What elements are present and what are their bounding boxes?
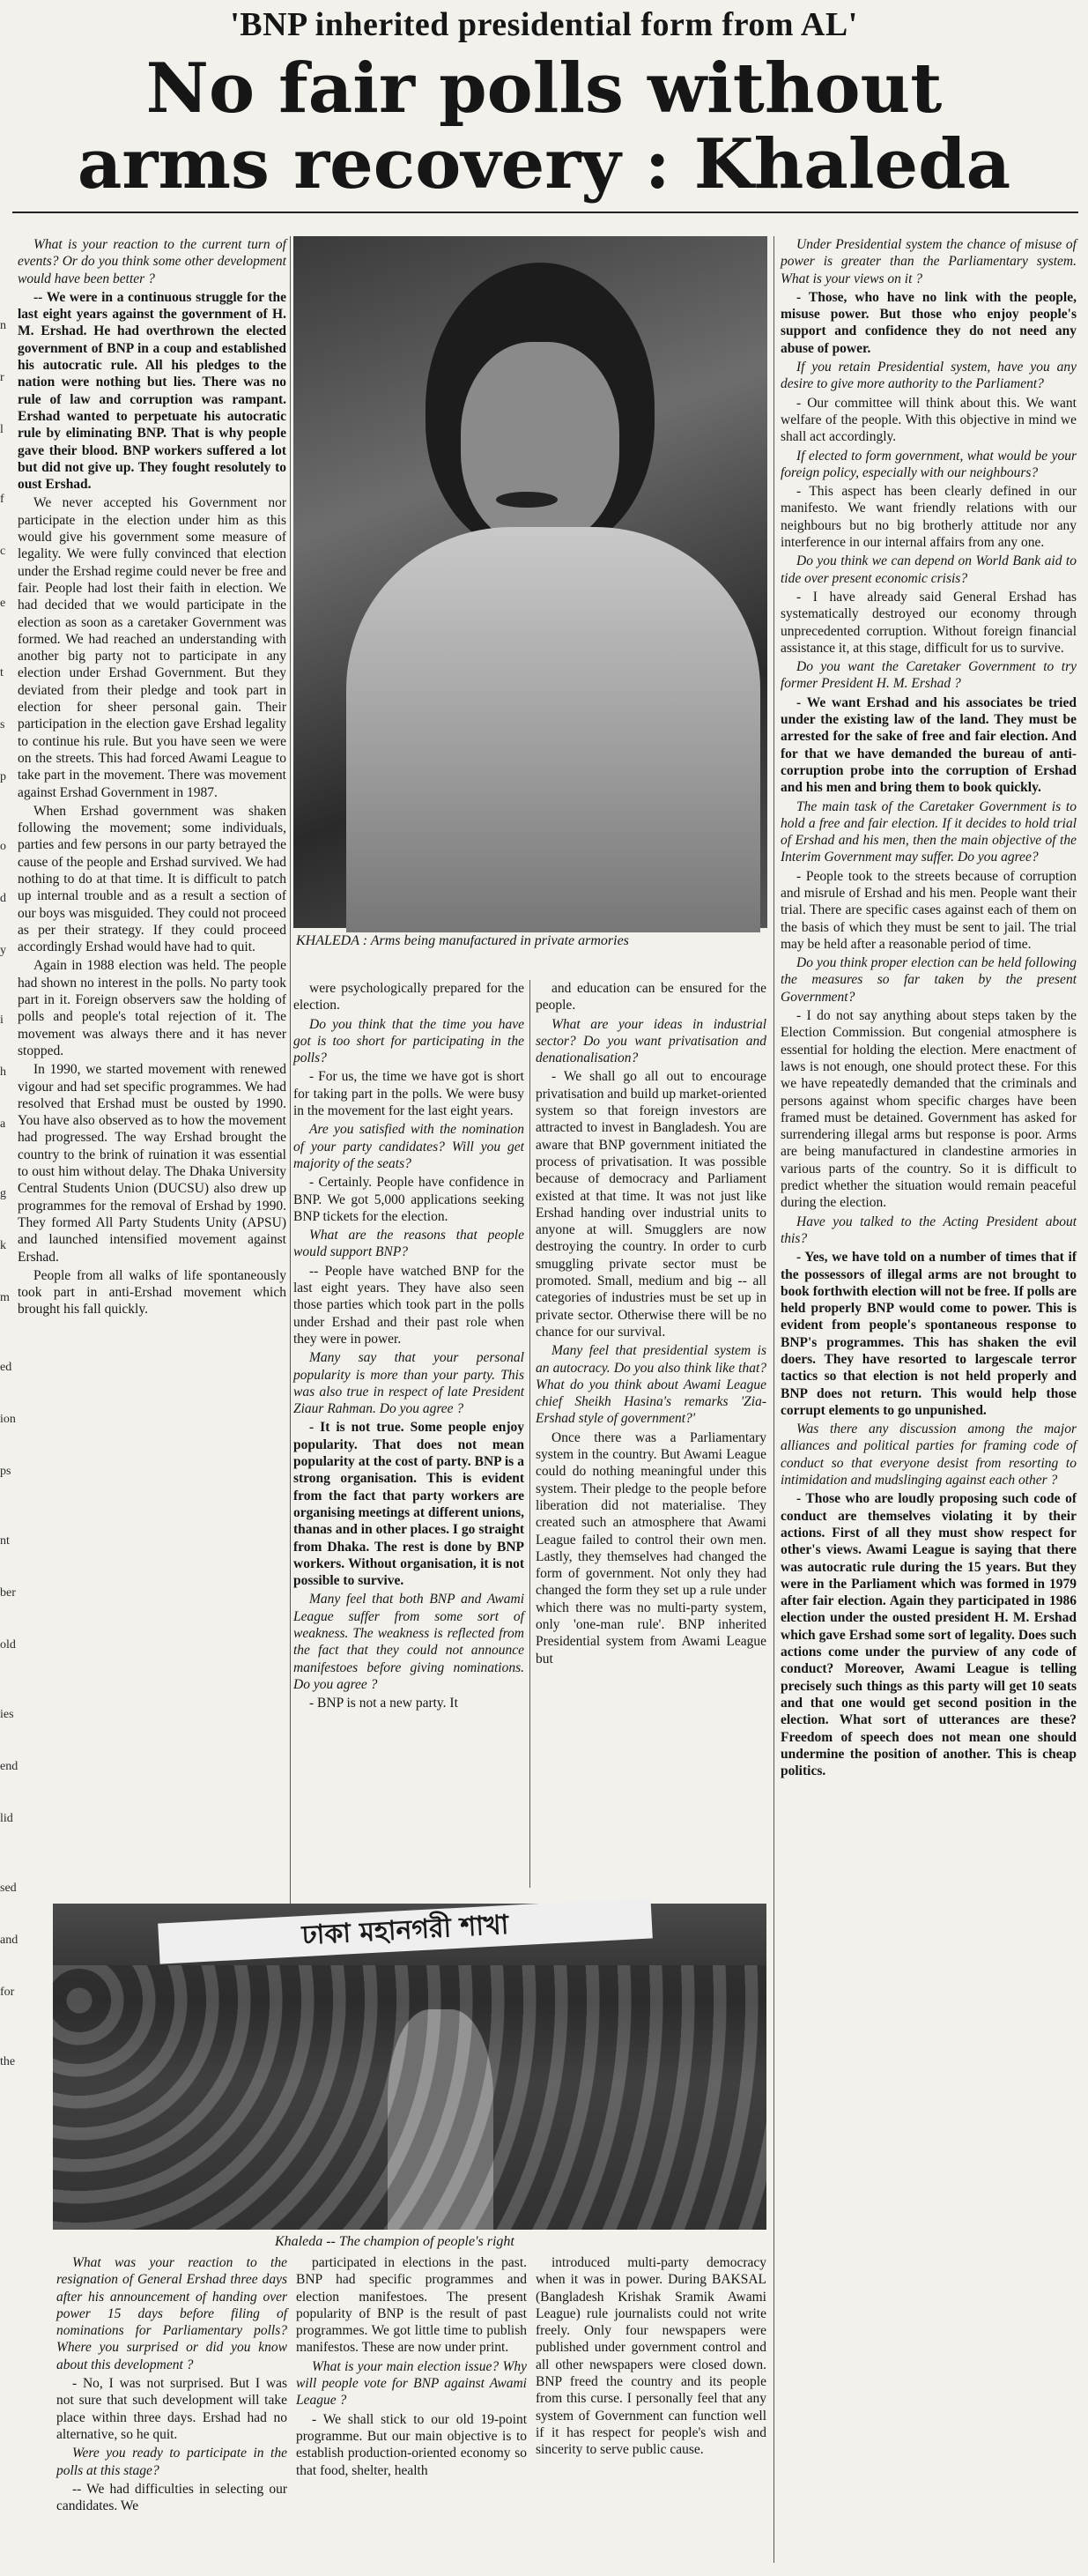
interview-answer: -- We were in a continuous struggle for the last eight years against the government of H. M. Ershad. He had overthrown the elected government of BNP in a coup and established his autocratic rule. All his pledges to the nation were nothing but lies. There was no rule of law and corruption was rampant. Ershad wanted to perpetuate his autocratic rule by eliminating BNP. That is why people gave their blood. BNP workers suffered a lot but did not give up. They fought resolutely to oust Ershad.: [18, 289, 286, 493]
interview-answer: - Those, who have no link with the people, misuse power. But those who enjoy people's support and confidence they do not need any abuse of power.: [781, 289, 1077, 356]
edge-fragment: ies: [0, 1708, 14, 1721]
edge-fragment: n: [0, 319, 6, 332]
edge-fragment: p: [0, 770, 6, 783]
interview-answer: - It is not true. Some people enjoy popularity. That does not mean popularity at the cost of party. BNP is a strong organisation. This is evident from the fact that party workers are organising meetings at different unions, thanas and in other places. I go straight from Dhaka. The rest is done by BNP workers. Without organisation, it is not possible to survive.: [293, 1420, 524, 1589]
article-column-3: [536, 980, 766, 1888]
interview-answer: - Those who are loudly proposing such code of conduct are themselves violating it by their actions. First of all they must show respect for other's views. Awami League is saying that there was autocratic rule during the 15 years. But they were in the Parliament which was formed in 1979 after fair election. Again they participated in 1986 election under the ousted president H. M. Ershad which gave Ershad some sort of legality. Does such actions come under the purview of any code of conduct? Moreover, Awami League is telling precisely such things as this party will get 10 seats and that one would get second position in the election. What sort of utterances are these? Freedom of speech does not mean one should undermine the position of another. This is cheap politics.: [781, 1491, 1077, 1779]
edge-fragment: a: [0, 1117, 6, 1131]
interview-answer: participated in elections in the past. BNP had specific programmes and election manifestoes. The present popularity of BNP is the result of past programmes. We got little time to publish manifestos. These are now under print.: [296, 2255, 527, 2356]
interview-answer: introduced multi-party democracy when it was in power. During BAKSAL (Bangladesh Krishak Sramik Awami League) rule journalists could not write freely. Only four newspapers were published under government control and all other newspapers were closed down. BNP freed the country and its people from this curse. I personally feel that any system of Government can function well if it has respect for people's wish and sincerity to serve public cause.: [536, 2255, 766, 2458]
interview-answer: We never accepted his Government nor participate in the election under him as this would give his government some measure of legality. We were fully convinced that election under the Ershad regime could never be free and fair. People had lost their faith in election. We had decided that we would participate in the election as soon as a caretaker Government was formed. We had reached an understanding with another big party not to participate in any election under Ershad Government. But they deviated from their pledge and took part in election for sheer personal gain. Their participation in the election gave Ershad legality to continue his rule. But you have seen we were on the streets. This had forced Awami League to take part in the movement. There was movement against Ershad Government in 1987.: [18, 495, 286, 800]
edge-fragment: t: [0, 666, 4, 679]
interview-answer: - This aspect has been clearly defined in our manifesto. We want friendly relations with our neighbours but no big brotherly attitude nor any interference in our internal affairs from any one.: [781, 484, 1077, 551]
interview-question: Do you want the Caretaker Government to try former President H. M. Ershad ?: [781, 659, 1077, 692]
interview-question: Have you talked to the Acting President about this?: [781, 1214, 1077, 1246]
interview-answer: - For us, the time we have got is short for taking part in the polls. We were busy in the movement for the last eight years.: [293, 1069, 524, 1119]
interview-question: Many say that your personal popularity is more than your party. This was also true in respect of late President Ziaur Rahman. Do you agree ?: [293, 1350, 524, 1417]
khaleda-portrait-photo: [293, 236, 767, 928]
interview-question: What was your reaction to the resignation of General Ershad three days after his announcement of handing over power 15 days before filing of nominations for Parliamentary polls? Where you surprised or did you know about this development ?: [56, 2255, 287, 2372]
interview-answer: - Yes, we have told on a number of times that if the possessors of illegal arms are not brought to book forthwith election will not be free. If polls are held properly BNP would come to power. This is evident from people's spontaneous response to BNP's programmes. This has shaken the evil doers. They have resorted to largescale terror tactics so that election is not held properly and BNP does not return. This would help those corrupt elements to go unpunished.: [781, 1250, 1077, 1418]
edge-fragment: c: [0, 545, 6, 558]
article-column-7: [536, 2254, 766, 2572]
edge-fragment: r: [0, 371, 4, 384]
edge-fragment: l: [0, 423, 4, 436]
edge-fragment: ed: [0, 1361, 12, 1374]
interview-question: Were you ready to participate in the polls at this stage?: [56, 2446, 287, 2478]
rally-photo: [53, 1904, 766, 2230]
edge-fragment: the: [0, 2055, 16, 2068]
headline-line-1: No fair polls without: [145, 48, 943, 129]
edge-fragment: o: [0, 840, 6, 853]
interview-question: If you retain Presidential system, have you any desire to give more authority to the Parliament?: [781, 360, 1077, 392]
interview-question: Are you satisfied with the nomination of your party candidates? Will you get majority of the seats?: [293, 1122, 524, 1171]
edge-fragment: f: [0, 493, 4, 506]
interview-question: Many feel that presidential system is an autocracy. Do you also think like that? What do you think about Awami League chief Sheikh Hasina's remarks 'Zia-Ershad style of government?': [536, 1343, 766, 1427]
interview-answer: -- We had difficulties in selecting our candidates. We: [56, 2481, 287, 2514]
article-column-1: [18, 236, 286, 1919]
interview-answer: In 1990, we started movement with renewed vigour and had set specific programmes. We had resolved that Ershad must be ousted by 1990. You have also observed as to how the movement had progressed. The way Ershad brought the country to the brink of ruination it was essential to oust him without delay. The Dhaka University Central Students Union (DUCSU) also drew up programmes for the removal of Ershad by 1990. They formed All Party Students Unity (APSU) and launched intensified movement against Ershad.: [18, 1062, 286, 1265]
interview-question: What are the reasons that people would support BNP?: [293, 1228, 524, 1260]
interview-question: Do you think that the time you have got is too short for participating in the polls?: [293, 1016, 524, 1066]
rally-banner: ঢাকা মহানগরী শাখা: [158, 1897, 653, 1964]
portrait-mouth-shape: [496, 492, 558, 508]
edge-fragment: old: [0, 1638, 16, 1652]
interview-answer: and education can be ensured for the people.: [536, 981, 766, 1013]
interview-answer: - I do not say anything about steps taken by the Election Commission. But congenial atmosphere is essential for holding the election. Mere enactment of laws is not enough, one should protect these. For this we have repeatedly demanded that the criminals and persons against whom specific charges have been framed must be detained. Government has asked for surrendering illegal arms but response is poor. Arms are being manufactured in clandestine armories in various parts of the country. So it is difficult to predict whether the situation would remain peaceful during the election.: [781, 1008, 1077, 1211]
main-headline: [0, 48, 1088, 204]
interview-question: Do you think proper election can be held following the measures so far taken by the present Government?: [781, 955, 1077, 1005]
rally-crowd-shape: [53, 1965, 766, 2230]
interview-question: The main task of the Caretaker Government is to hold a free and fair election. If it decides to hold trial of Ershad and his men, then the main objective of the Interim Government may suffer. Do you agree?: [781, 798, 1077, 865]
interview-question: What is your reaction to the current turn of events? Or do you think some other development would have been better ?: [18, 237, 286, 286]
portrait-face-shape: [461, 342, 619, 545]
headline-rule: [12, 212, 1078, 213]
edge-fragment: lid: [0, 1812, 13, 1825]
interview-answer: - BNP is not a new party. It: [309, 1696, 458, 1711]
column-divider-2: [529, 980, 530, 1888]
article-column-4: [781, 236, 1077, 2563]
interview-question: Was there any discussion among the major alliances and political parties for framing code of conduct so that everyone desist from resorting to intimidation and mudslinging against each other ?: [781, 1422, 1077, 1488]
interview-answer: Again in 1988 election was held. The people had shown no interest in the polls. No party took part in it. Foreign observers saw the holding of polls and people's total rejection of it. The movement was always there and it has never stopped.: [18, 958, 286, 1058]
interview-question: Many feel that both BNP and Awami League suffer from some sort of weakness. The weakness is reflected from the fact that they could not announce manifestoes before giving nominations. Do you agree ?: [293, 1592, 524, 1692]
interview-question: What are your ideas in industrial sector? Do you want privatisation and denationalisation?: [536, 1016, 766, 1066]
edge-fragment: sed: [0, 1882, 17, 1895]
edge-fragment: h: [0, 1065, 6, 1079]
interview-answer: - We want Ershad and his associates be tried under the existing law of the land. They must be arrested for the sake of free and fair election. And for that we have demanded the bureau of anti-corruption probe into the corruption of Ershad and his men and bring them to book quickly.: [781, 694, 1077, 796]
edge-fragment: ion: [0, 1413, 16, 1426]
article-column-2: [293, 980, 524, 1888]
interview-answer: - Certainly. People have confidence in BNP. We got 5,000 applications seeking BNP tickets for the election.: [293, 1175, 524, 1224]
adjacent-article-edge: [0, 264, 19, 2556]
interview-answer: - I have already said General Ershad has systematically destroyed our economy through unprecedented corruption. Without foreign financial assistance it, at this stage, difficult for us to survive.: [781, 589, 1077, 656]
interview-answer: Once there was a Parliamentary system in the country. But Awami League could do nothing meaningful under this system. Their pledge to the people before liberation did not materialise. They created such an atmosphere that Awami League failed to control their own men. Lastly, they themselves had changed the form of government. Not only they had changed the form they set up a rule under which there was no multi-party system, only 'one-man rule'. BNP inherited Presidential system from Awami League but: [536, 1429, 766, 1667]
edge-fragment: m: [0, 1291, 10, 1304]
kicker-headline: 'BNP inherited presidential form from AL': [230, 6, 858, 43]
edge-fragment: g: [0, 1187, 6, 1200]
edge-fragment: d: [0, 892, 6, 905]
interview-question: Do you think we can depend on World Bank aid to tide over present economic crisis?: [781, 553, 1077, 586]
article-column-5: [56, 2254, 287, 2572]
interview-answer: - Our committee will think about this. We want welfare of the people. With this objective in mind we shall act accordingly.: [781, 395, 1077, 445]
interview-answer: were psychologically prepared for the election.: [293, 981, 524, 1013]
column-divider-3: [773, 236, 774, 2563]
interview-answer: - We shall go all out to encourage privatisation and build up market-oriented system so that foreign investors are attracted to invest in Bangladesh. You are aware that BNP government initiated the process of privatisation. It was possible because of democracy and Parliament existed at that time. It was not just like Ershad handing over industrial units to anyone at will. Smugglers are now destroying the country. In order to curb smuggling private sector must be promoted. Small, medium and big -- all categories of industries must be set up in private sector. Otherwise there will be no chance for our survival.: [536, 1069, 766, 1340]
interview-answer: People from all walks of life spontaneously took part in anti-Ershad movement which brought his fall quickly.: [18, 1267, 286, 1318]
edge-fragment: ps: [0, 1465, 11, 1478]
headline-line-2: arms recovery : Khaleda: [77, 124, 1011, 204]
portrait-scarf-shape: [346, 527, 760, 932]
interview-question: What is your main election issue? Why will people vote for BNP against Awami League ?: [296, 2358, 527, 2409]
edge-fragment: and: [0, 1934, 19, 1947]
interview-answer: - People took to the streets because of corruption and misrule of Ershad and his men. People want their trial. There are specific cases against each of them on the basis of which they must be sent to jail. The trial may be held after a reasonable period of time.: [781, 868, 1077, 952]
rally-caption: Khaleda -- The champion of people's right: [275, 2234, 514, 2249]
interview-question: If elected to form government, what would be your foreign policy, especially with our neighbours?: [781, 448, 1077, 480]
edge-fragment: i: [0, 1013, 4, 1027]
edge-fragment: end: [0, 1760, 19, 1773]
interview-answer: - No, I was not surprised. But I was not sure that such development will take place within three days. Ershad had no alternative, so he quit.: [56, 2376, 287, 2442]
edge-fragment: s: [0, 718, 5, 731]
edge-fragment: e: [0, 597, 6, 610]
edge-fragment: y: [0, 944, 6, 957]
edge-fragment: k: [0, 1239, 6, 1252]
column-divider-1: [290, 236, 291, 1911]
interview-answer: When Ershad government was shaken following the movement; some individuals, parties and few persons in our party betrayed the cause of the people and Ershad survived. We had nothing to do at that time. It is difficult to patch up internal trouble and as a result a section of our boys was misguided. They could not proceed as per their strategy. If they could proceed accordingly Ershad would have had to quit.: [18, 803, 286, 955]
edge-fragment: for: [0, 1986, 15, 1999]
edge-fragment: ber: [0, 1586, 16, 1600]
article-column-6: [296, 2254, 527, 2572]
interview-answer: -- People have watched BNP for the last eight years. They have also seen those parties which took part in the polls under Ershad and their past role when they were in power.: [293, 1263, 524, 1347]
interview-answer: - We shall stick to our old 19-point programme. But our main objective is to establish production-oriented economy so that food, shelter, health: [296, 2411, 527, 2478]
interview-question: Under Presidential system the chance of misuse of power is greater than the Parliamentary system. What is your views on it ?: [781, 237, 1077, 286]
portrait-caption: KHALEDA : Arms being manufactured in private armories: [296, 933, 629, 948]
edge-fragment: nt: [0, 1534, 10, 1548]
